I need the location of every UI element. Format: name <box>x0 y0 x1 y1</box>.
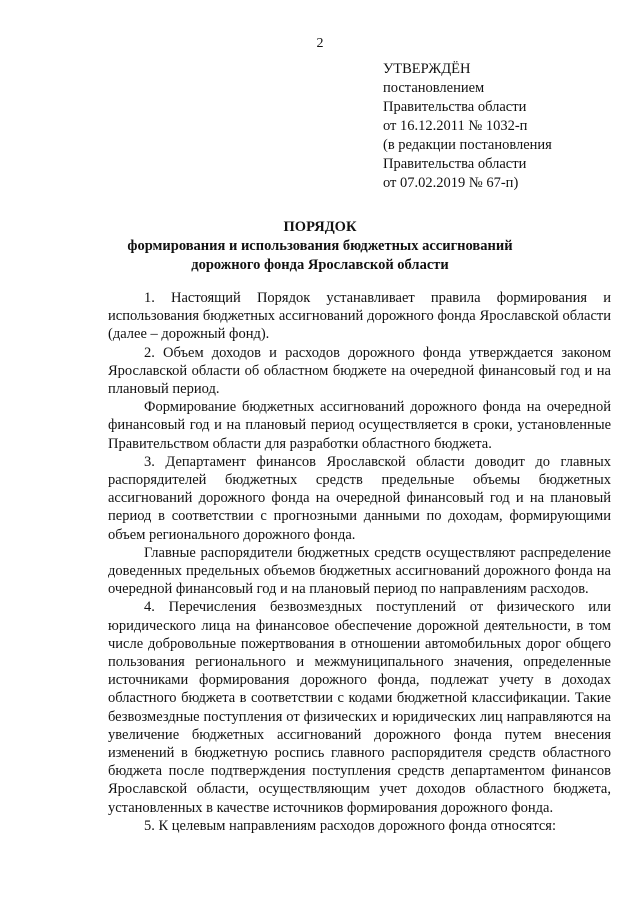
paragraph: 5. К целевым направлениям расходов дорожного фонда относятся: <box>144 817 556 834</box>
title-line: дорожного фонда Ярославской области <box>191 257 449 273</box>
approval-line: УТВЕРЖДЁН <box>383 61 471 77</box>
paragraph: 4. Перечисления безвозмездных поступлений от физического или юридического лица на финансовое обеспечение дорожной деятельности, в том числе добровольные пожертвования в отношении автомобильных дорог общего пользования регионального и межмуниципального значения, определенные источниками формирования дорожного фонда, подлежат учету в доходах областного бюджета в соответствии с кодами бюджетной классификации. Такие безвозмездные поступления от физических и юридических лиц направляются на увеличение бюджетных ассигнований дорожного фонда путем внесения изменений в бюджетную роспись главного распорядителя средств областного бюджета после подтверждения поступления средств департаментом финансов Ярославской области, осуществляющим учет доходов областного бюджета, установленных в качестве источников формирования дорожного фонда. <box>108 599 611 816</box>
approval-line: Правительства области <box>383 99 527 115</box>
approval-line: Правительства области <box>383 156 527 172</box>
paragraph: Формирование бюджетных ассигнований дорожного фонда на очередной финансовый год и на плановый период осуществляется в сроки, установленные Правительством области для разработки областного бюджета. <box>108 399 611 452</box>
paragraph: 2. Объем доходов и расходов дорожного фонда утверждается законом Ярославской области об областном бюджете на очередной финансовый год и на плановый период. <box>108 344 611 398</box>
paragraph: 1. Настоящий Порядок устанавливает правила формирования и использования бюджетных ассигнований дорожного фонда Ярославской области (далее – дорожный фонд). <box>108 290 611 343</box>
approval-line: постановлением <box>383 80 485 96</box>
approval-stamp <box>383 60 552 193</box>
title-line: формирования и использования бюджетных ассигнований <box>127 238 513 254</box>
approval-line: от 07.02.2019 № 67-п) <box>383 175 519 191</box>
document-body <box>108 289 611 835</box>
paragraph: 3. Департамент финансов Ярославской области доводит до главных распорядителей бюджетных средств предельные объемы бюджетных ассигнований дорожного фонда на очередной финансовый год и на плановый период в соответствии с прогнозными данными по доходам, формирующими объем регионального дорожного фонда. <box>108 453 611 543</box>
approval-line: (в редакции постановления <box>383 137 552 153</box>
document-title <box>80 218 560 275</box>
page-number: 2 <box>316 36 324 51</box>
approval-line: от 16.12.2011 № 1032-п <box>383 118 528 134</box>
paragraph: Главные распорядители бюджетных средств осуществляют распределение доведенных предельных объемов бюджетных ассигнований дорожного фонда на очередной финансовый год и на плановый период по направлениям расходов. <box>108 544 611 598</box>
title-main: ПОРЯДОК <box>283 219 357 235</box>
